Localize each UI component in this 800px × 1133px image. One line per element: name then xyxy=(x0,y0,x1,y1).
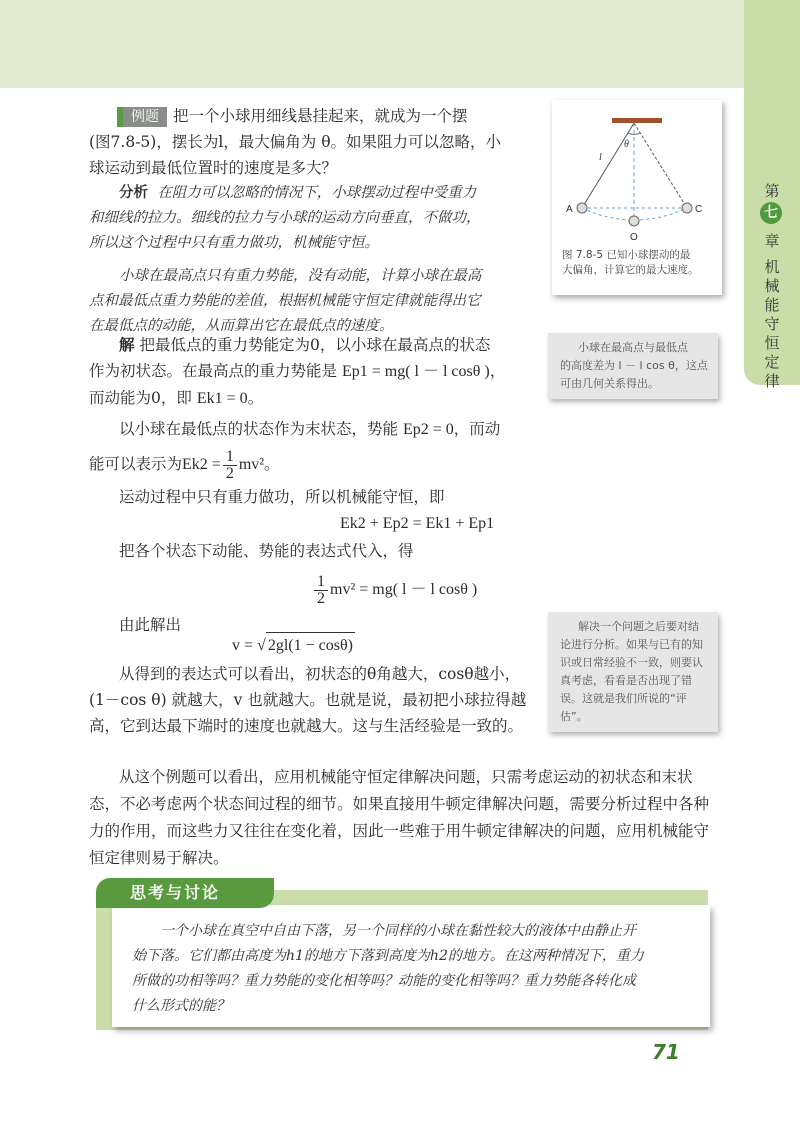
eq-substituted: $\frac{1}{2}$ mv² = mg( l － l cosθ ) xyxy=(312,574,477,607)
pendulum-diagram xyxy=(552,100,722,245)
chapter-zhang: 章 xyxy=(764,232,780,250)
ceiling-mount xyxy=(612,118,662,123)
point-c-label: C xyxy=(695,204,703,215)
ball-c xyxy=(682,203,692,213)
discussion-box: 一个小球在真空中自由下落，另一个同样的小球在黏性较大的液体中由静止开 始下落。它们都由高度为h1的地方下落到高度为h2的地方。在这两种情况下，重力 所做的功相等吗？重力势能的变化相等吗？动能的变化相等吗？重力势能各转化成 什么形式的能？ xyxy=(112,905,710,1027)
eq-ek1: Ek1 = 0。 xyxy=(196,390,264,407)
theta-label: θ xyxy=(624,139,629,150)
substitute-text: 把各个状态下动能、势能的表达式代入，得 xyxy=(119,542,414,560)
chapter-side-tab xyxy=(744,0,800,390)
solution-block: 解 把最低点的重力势能定为0，以小球在最高点的状态 作为初状态。在最高点的重力势能是 Ep1 = mg( l － l cosθ )， 而动能为0，即 Ek1 = 0。 以小球在最低点的状态作为末状态，势能 Ep2 = 0，而动 能可以表示为Ek2 = $\frac{1}{2}$ mv²。 xyxy=(89,335,506,482)
eq-ep1: Ep1 = mg( l － l cosθ )， xyxy=(341,363,506,380)
point-a-label: A xyxy=(566,204,573,215)
solution-label: 解 xyxy=(119,335,135,354)
point-o-label: O xyxy=(630,232,638,243)
figure-caption: 图 7.8-5 已知小球摆动的最 大偏角，计算它的最大速度。 xyxy=(562,249,699,276)
eq-conservation: Ek2 + Ep2 = Ek1 + Ep1 xyxy=(340,515,495,532)
solve-text: 由此解出 xyxy=(119,616,182,634)
page-number: 71 xyxy=(652,1040,680,1064)
eq-ek2: Ek2 = $\frac{1}{2}$ mv²。 xyxy=(182,448,281,482)
summary-paragraph: 从这个例题可以看出，应用机械能守恒定律解决问题，只需考虑运动的初状态和末状 态，不必考虑两个状态间过程的细节。如果直接用牛顿定律解决问题，需要分析过程中各种 力的作用，而这些力又往往在变化着，因此一些难于用牛顿定律解决的问题，应用机械能守 恒定律则易于解决。 xyxy=(89,768,710,867)
chapter-number-badge: 七 xyxy=(760,202,782,224)
eq-ep2: Ep2 = 0 xyxy=(402,421,454,438)
ball-o xyxy=(629,216,639,226)
string-a xyxy=(582,123,634,208)
side-note-height: 小球在最高点与最低点 的高度差为 l － l cos θ，这点 可由几何关系得出。 xyxy=(548,333,718,399)
conservation-text: 运动过程中只有重力做功，所以机械能守恒，即 xyxy=(119,488,445,506)
discussion-tag: 思考与讨论 xyxy=(96,878,274,908)
analysis-block: 分析 在阻力可以忽略的情况下，小球摆动过程中受重力 和细线的拉力。细线的拉力与小球的运动方向垂直，不做功， 所以这个过程中只有重力做功，机械能守恒。 小球在最高点只有重力势能，没有动能，计算小球在最高 点和最低点重力势能的差值，根据机械能守恒定律就能得出它 在最低点的动能，从而算出它在最低点的速度。 xyxy=(89,184,482,334)
header-band xyxy=(0,0,744,88)
chapter-di: 第 xyxy=(764,182,780,200)
string-c xyxy=(634,123,687,208)
analysis-label: 分析 xyxy=(119,184,148,201)
eq-velocity: v = √ 2gl(1 − cosθ) xyxy=(232,632,355,659)
sqrt-symbol: √ xyxy=(257,637,266,654)
chapter-title: 机 械 能 守 恒 定 律 xyxy=(764,258,780,390)
example-statement: 例题 把一个小球用细线悬挂起来，就成为一个摆 (图7.8-5)，摆长为l，最大偏角为 θ。如果阻力可以忽略，小 球运动到最低位置时的速度是多大？ xyxy=(89,107,502,177)
ball-a xyxy=(577,203,587,213)
conclusion-block: 从得到的表达式可以看出，初状态的θ角越大，cosθ越小， (1－cos θ) 就越大，v 也就越大。也就是说，最初把小球拉得越 高，它到达最下端时的速度也就越大。这与生活经验是一致的。 xyxy=(89,665,527,735)
fraction-half: $\frac{1}{2}$ xyxy=(223,449,237,482)
length-label: l xyxy=(599,152,602,163)
side-note-evaluation: 解决一个问题之后要对结 论进行分析。如果与已有的知 识或日常经验不一致，则要认 真考虑，看看是否出现了错 误。这就是我们所说的“评 估”。 xyxy=(548,612,718,732)
pendulum-figure xyxy=(552,100,722,295)
example-label: 例题 xyxy=(117,107,167,127)
